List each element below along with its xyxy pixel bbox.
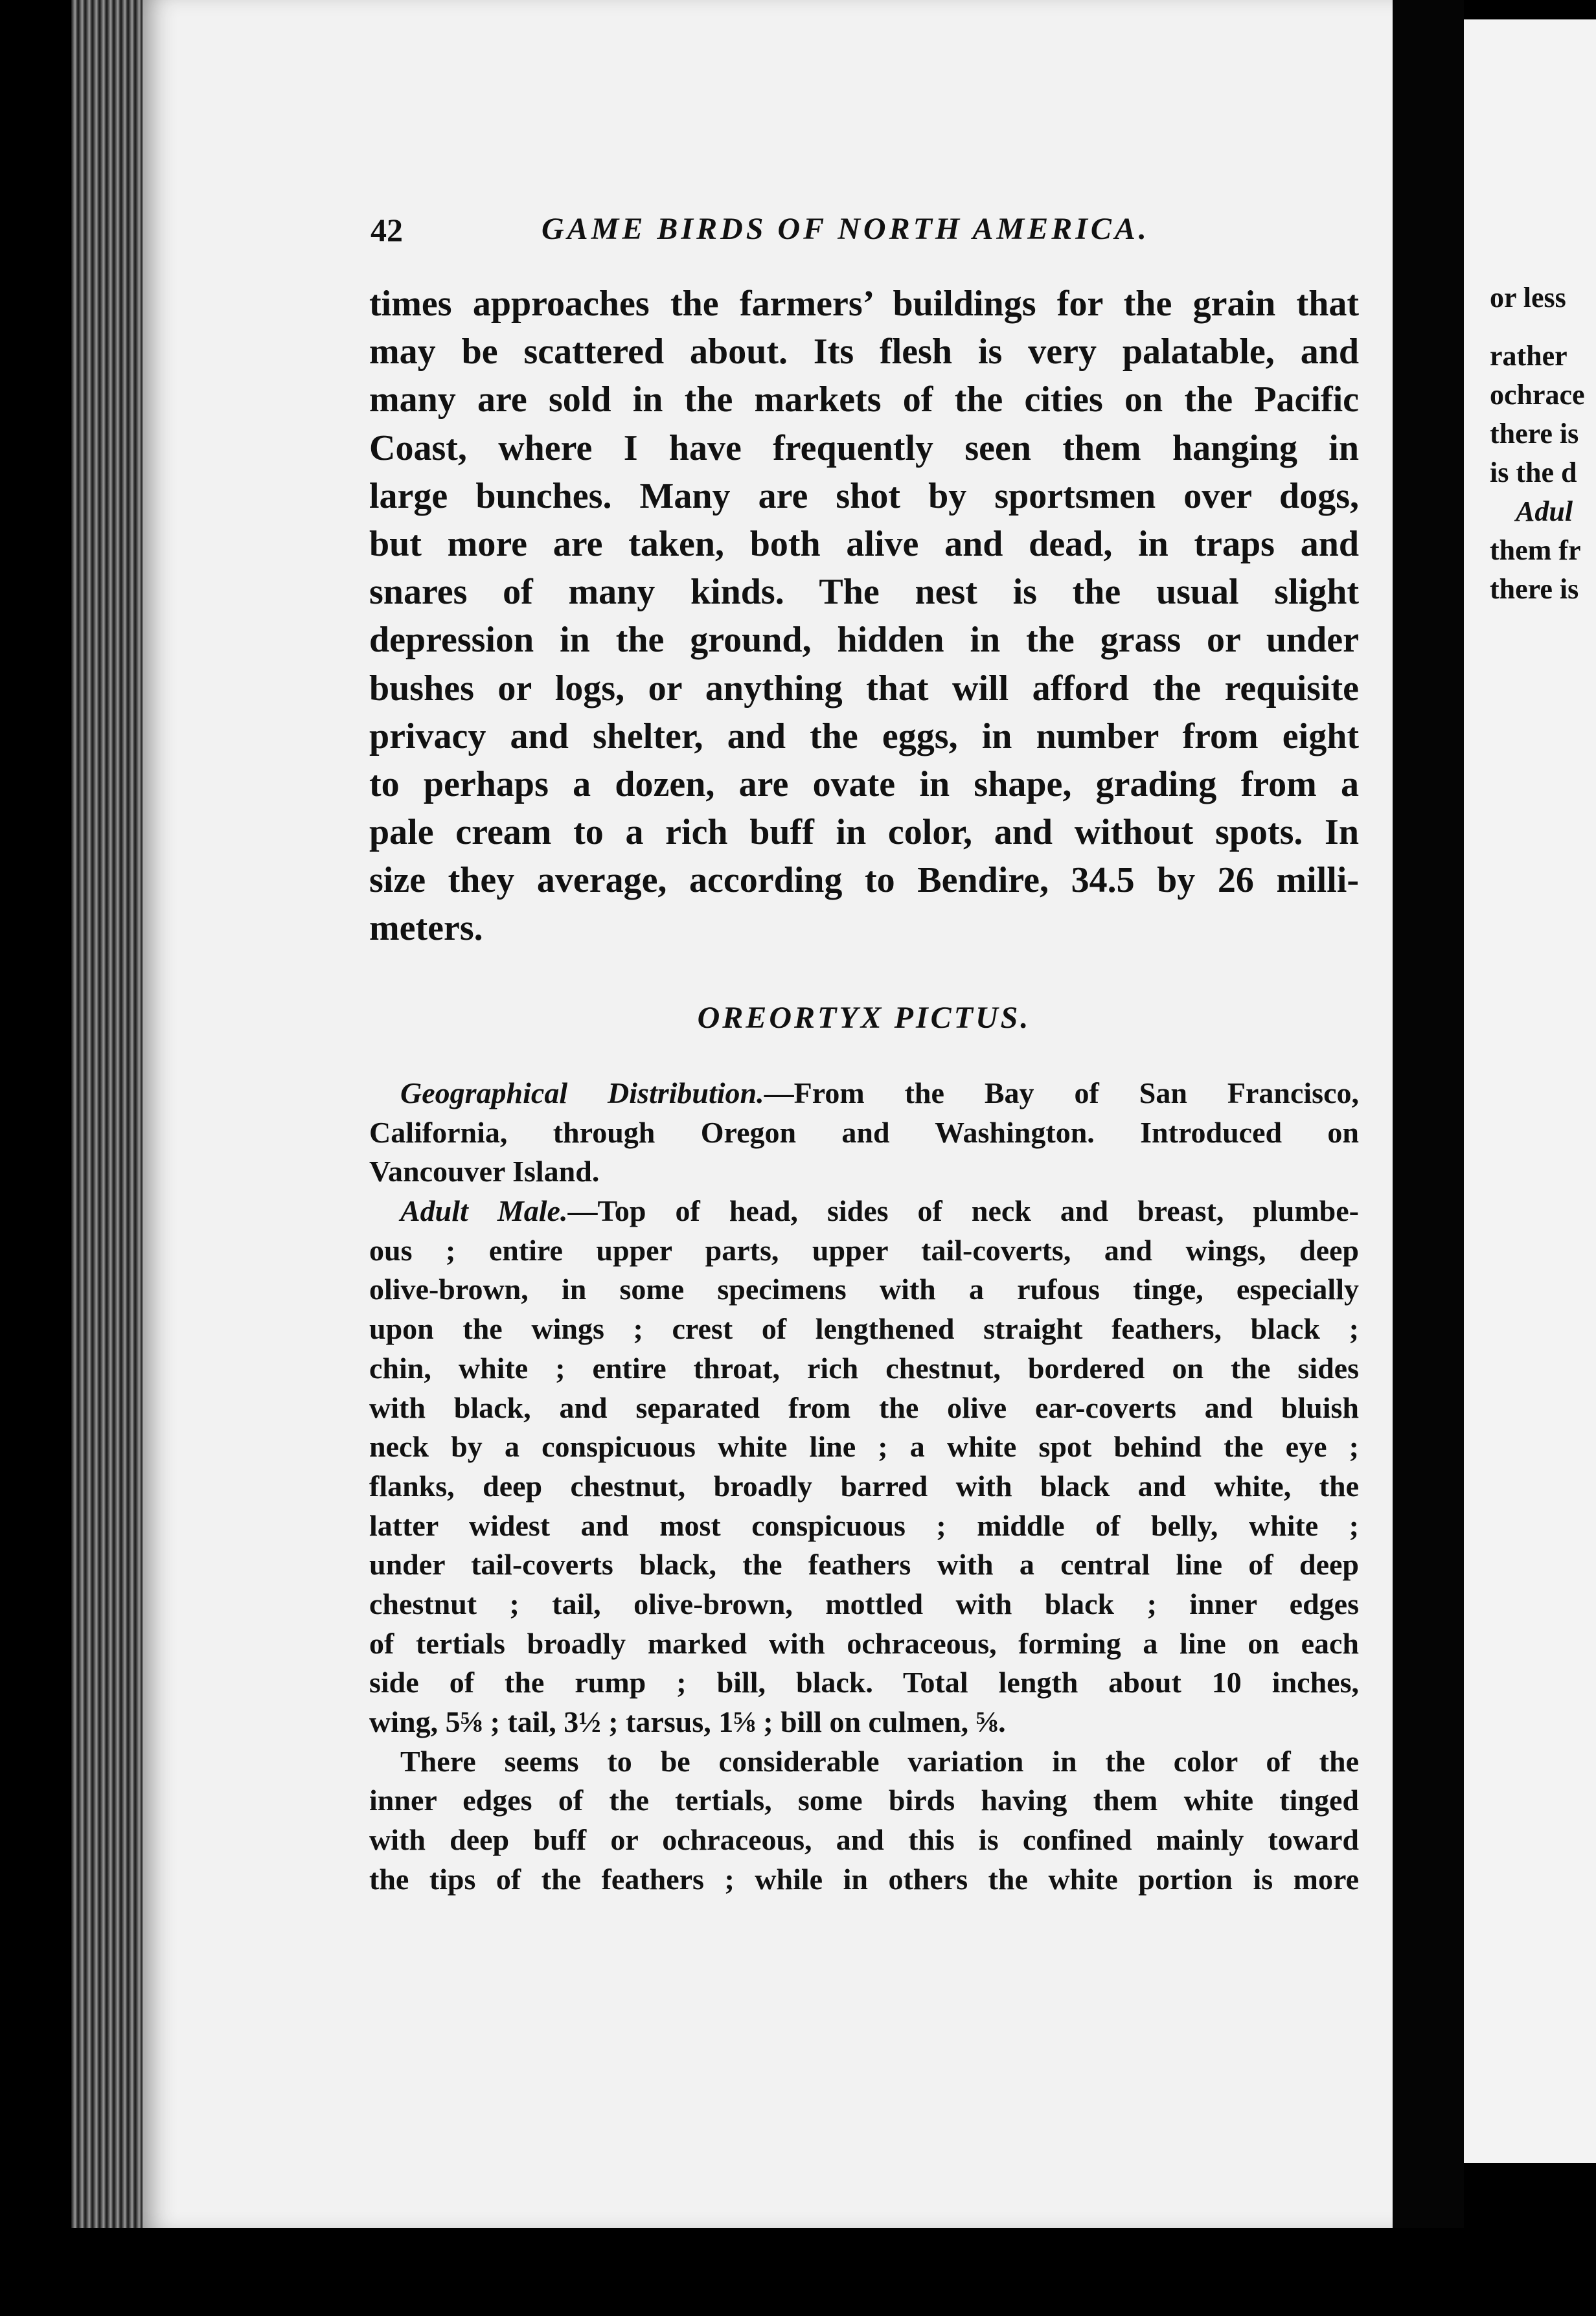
adult-male-line — [369, 1192, 1359, 1231]
geo-distribution-text: —From the Bay of San Francisco, — [764, 1076, 1359, 1109]
text-line: wing, 5⅝ ; tail, 3½ ; tarsus, 1⅝ ; bill on culmen, ⅝. — [369, 1705, 1006, 1738]
text-line: ous ; entire upper parts, upper tail-coverts, and wings, deep — [369, 1233, 1359, 1267]
text-line: There seems to be considerable variation in the color of the — [400, 1744, 1359, 1778]
text-line: with black, and separated from the olive ear-coverts and bluish — [369, 1391, 1359, 1424]
text-line: with deep buff or ochraceous, and this is confined mainly toward — [369, 1823, 1359, 1857]
facing-line: there is — [1490, 418, 1579, 449]
text-line: chin, white ; entire throat, rich chestnut, bordered on the sides — [369, 1351, 1359, 1385]
species-heading: OREORTYX PICTUS. — [697, 1001, 1031, 1035]
text-line: the tips of the feathers ; while in others the white portion is more — [369, 1862, 1359, 1896]
facing-line: ochrace — [1490, 379, 1585, 411]
text-line: California, through Oregon and Washington. Introduced on — [369, 1115, 1359, 1149]
text-line: pale cream to a rich buff in color, and without spots. In — [369, 812, 1359, 853]
book-gutter — [1393, 0, 1464, 2228]
facing-line: rather — [1490, 340, 1568, 372]
text-line: upon the wings ; crest of lengthened straight feathers, black ; — [369, 1312, 1359, 1346]
body-paragraph — [369, 280, 1359, 953]
facing-line: or less — [1490, 282, 1566, 313]
text-line: to perhaps a dozen, are ovate in shape, grading from a — [369, 764, 1359, 804]
scan-border-left — [0, 0, 71, 2316]
text-line: side of the rump ; bill, black. Total length about 10 inches, — [369, 1666, 1359, 1699]
text-line: snares of many kinds. The nest is the usual slight — [369, 572, 1359, 613]
text-line: Coast, where I have frequently seen them hanging in — [369, 427, 1359, 468]
text-line: Vancouver Island. — [369, 1155, 600, 1188]
facing-line: there is — [1490, 573, 1579, 605]
text-line: privacy and shelter, and the eggs, in number from eight — [369, 716, 1359, 756]
text-line: bushes or logs, or anything that will afford the requisite — [369, 668, 1359, 709]
text-line: flanks, deep chestnut, broadly barred with black and white, the — [369, 1469, 1359, 1503]
text-line: depression in the ground, hidden in the grass or under — [369, 620, 1359, 661]
text-line: latter widest and most conspicuous ; middle of belly, white ; — [369, 1508, 1359, 1542]
geo-distribution-label: Geographical Distribution. — [400, 1076, 764, 1109]
adult-male-text: —Top of head, sides of neck and breast, plumbe- — [567, 1194, 1359, 1228]
text-line: many are sold in the markets of the cities on the Pacific — [369, 380, 1359, 420]
text-line: may be scattered about. Its flesh is very palatable, and — [369, 332, 1359, 372]
facing-line: them fr — [1490, 534, 1581, 566]
page-number: 42 — [370, 212, 403, 248]
text-line: chestnut ; tail, olive-brown, mottled with black ; inner edges — [369, 1587, 1359, 1620]
facing-page — [1464, 19, 1596, 2163]
species-description — [369, 1074, 1359, 1899]
text-line: large bunches. Many are shot by sportsmen over dogs, — [369, 475, 1359, 516]
running-title: GAME BIRDS OF NORTH AMERICA. — [542, 212, 1150, 246]
text-line: neck by a conspicuous white line ; a white spot behind the eye ; — [369, 1430, 1359, 1464]
text-line: times approaches the farmers’ buildings for the grain that — [369, 284, 1359, 324]
text-line: inner edges of the tertials, some birds having them white tinged — [369, 1784, 1359, 1817]
text-line: but more are taken, both alive and dead, in traps and — [369, 523, 1359, 564]
facing-line: is the d — [1490, 457, 1577, 488]
text-line: meters. — [369, 908, 483, 949]
adult-male-label: Adult Male. — [400, 1194, 568, 1228]
geo-distribution-line — [369, 1074, 1359, 1113]
scan-border-bottom — [0, 2228, 1596, 2316]
text-line: olive-brown, in some specimens with a rufous tinge, especially — [369, 1273, 1359, 1306]
text-line: under tail-coverts black, the feathers with a central line of deep — [369, 1548, 1359, 1582]
facing-line: Adul — [1516, 495, 1573, 527]
text-line: size they average, according to Bendire, 34.5 by 26 milli- — [369, 860, 1359, 901]
text-line: of tertials broadly marked with ochraceous, forming a line on each — [369, 1626, 1359, 1660]
running-head — [370, 211, 1342, 250]
